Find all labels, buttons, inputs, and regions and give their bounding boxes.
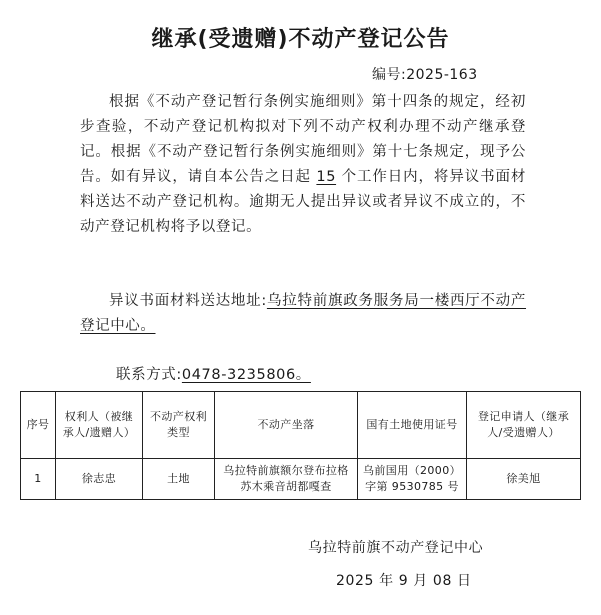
registration-table — [20, 391, 581, 500]
header-seq: 序号 — [21, 392, 56, 459]
objection-days: 15 — [316, 169, 337, 185]
contact-label: 联系方式: — [116, 367, 182, 383]
header-applicant: 登记申请人（继承人/受遗赠人） — [467, 392, 581, 459]
paragraph-text-before-days: 根据《不动产登记暂行条例实施细则》第十四条的规定，经初步查验，不动产登记机构拟对下列不动产权利办理不动产继承登记。根据《不动产登记暂行条例实施细则》第十七条规定，现予公告。如有异议，请自本公告之日起 — [80, 94, 526, 185]
cell-certificate-number: 乌前国用（2000）字第 9530785 号 — [358, 459, 467, 500]
notice-paragraph-main — [80, 90, 526, 240]
issuing-organization: 乌拉特前旗不动产登记中心 — [308, 540, 484, 556]
objection-address-label: 异议书面材料送达地址: — [109, 293, 267, 309]
cell-right-holder: 徐志忠 — [56, 459, 143, 500]
document-number: 编号:2025-163 — [372, 67, 478, 83]
header-location: 不动产坐落 — [215, 392, 358, 459]
objection-address-paragraph — [80, 289, 526, 339]
table-header-row — [21, 392, 581, 459]
contact-phone: 0478-3235806。 — [181, 367, 311, 383]
issue-date: 2025 年 9 月 08 日 — [336, 573, 472, 589]
header-right-type: 不动产权利类型 — [143, 392, 215, 459]
contact-line — [116, 363, 311, 384]
header-certificate-number: 国有土地使用证号 — [358, 392, 467, 459]
notice-title: 继承(受遗赠)不动产登记公告 — [151, 27, 450, 52]
objection-address: 乌拉特前旗政务服务局一楼西厅不动产登记中心。 — [80, 293, 527, 334]
cell-right-type: 土地 — [143, 459, 215, 500]
table-row — [21, 459, 581, 500]
cell-applicant: 徐美旭 — [467, 459, 581, 500]
cell-location: 乌拉特前旗额尔登布拉格苏木乘音胡都嘎查 — [215, 459, 358, 500]
paragraph-text-after-days: 个工作日内，将异议书面材料送达不动产登记机构。逾期无人提出异议或者异议不成立的，不动产登记机构将予以登记。 — [80, 169, 526, 235]
header-right-holder: 权利人（被继承人/遗赠人） — [56, 392, 143, 459]
cell-seq: 1 — [21, 459, 56, 500]
